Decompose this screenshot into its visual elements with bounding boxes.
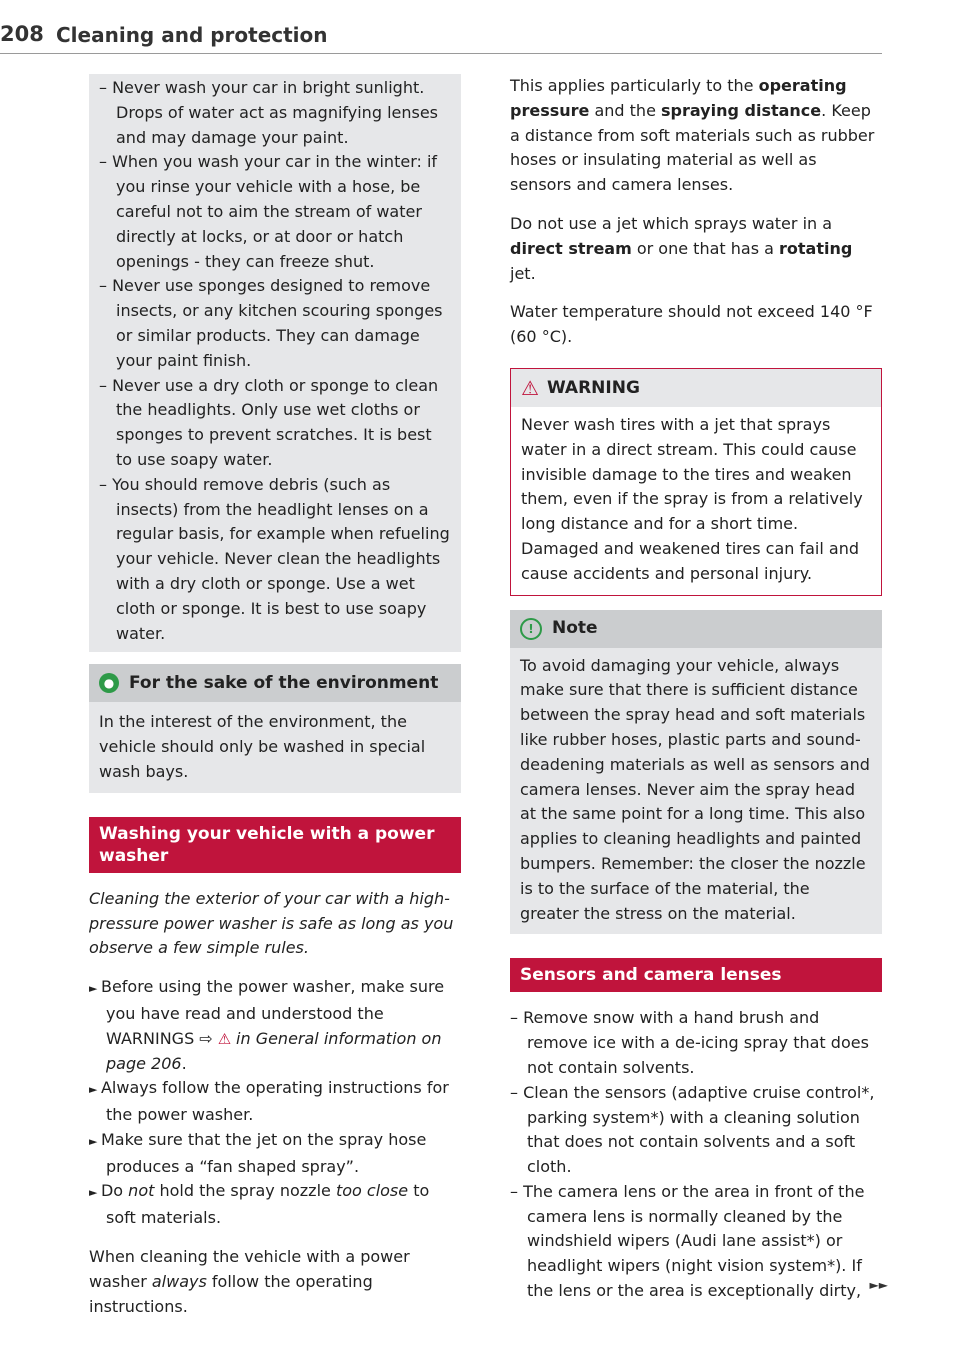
section-heading-sensors: Sensors and camera lenses <box>510 958 882 992</box>
dash-item: – Never use sponges designed to remove insects, or any kitchen scouring sponges or similar products. They can damage your paint finish. <box>99 276 443 370</box>
bullet-item: ► Make sure that the jet on the spray hose produces a “fan shaped spray”. <box>89 1129 427 1176</box>
environment-box <box>89 664 461 792</box>
warning-triangle-icon: ⚠ <box>217 1029 237 1048</box>
page-number: 208 <box>0 22 44 46</box>
header-rule <box>0 53 882 54</box>
bullet-marker-icon: ► <box>89 1186 101 1200</box>
closing-paragraph: When cleaning the vehicle with a power washer always follow the operating instructions. <box>89 1247 410 1316</box>
dash-item: – Never wash your car in bright sunlight. Drops of water act as magnifying lenses and may damage your paint. <box>99 78 439 147</box>
bullet-marker-icon: ► <box>89 1083 101 1097</box>
environment-box-title: For the sake of the environment <box>129 672 439 693</box>
paragraph-operating-pressure: This applies particularly to the operating pressure and the spraying distance. Keep a distance from soft materials such as rubber hoses or insulating material as well as sensors and camera lenses. <box>510 76 875 195</box>
dash-item: – Never use a dry cloth or sponge to clean the headlights. Only use wet cloths or sponges to prevent scratches. It is best to use soapy water. <box>99 375 439 469</box>
dash-item: – Clean the sensors (adaptive cruise control*, parking system*) with a cleaning solution that does not contain solvents and a soft cloth. <box>510 1082 875 1177</box>
paragraph-water-temperature: Water temperature should not exceed 140 °F (60 °C). <box>510 302 873 347</box>
sensors-list <box>510 1006 888 1304</box>
paragraph-jet-type: Do not use a jet which sprays water in a direct stream or one that has a rotating jet. <box>510 213 853 283</box>
warning-triangle-icon: ⚠ <box>521 375 539 400</box>
dash-item: – When you wash your car in the winter: if you rinse your vehicle with a hose, be careful not to aim the stream of water directly at locks, or at door or hatch openings - they can freeze shut. <box>99 152 438 271</box>
left-column <box>89 74 461 1333</box>
continue-arrow-icon: ►► <box>869 1278 888 1293</box>
tips-box <box>89 74 461 652</box>
bullet-marker-icon: ► <box>89 982 101 996</box>
warning-body: Never wash tires with a jet that sprays water in a direct stream. This could cause invisible damage to the tires and weaken them, even if the spray is from a relatively long distance and for a short time. Damaged and weakened tires can fail and cause accidents and personal injury. <box>521 414 863 583</box>
bullet-item: ► Do not hold the spray nozzle too close to soft materials. <box>89 1181 430 1228</box>
section-heading-power-washer: Washing your vehicle with a power washer <box>89 817 461 873</box>
warning-box-header <box>511 369 881 407</box>
bullet-item: ► Always follow the operating instructions for the power washer. <box>89 1078 449 1125</box>
section-title: Cleaning and protection <box>56 23 328 47</box>
environment-box-header <box>89 664 461 702</box>
dash-item: – You should remove debris (such as insects) from the headlight lenses on a regular basis, for example when refueling your vehicle. Never clean the headlights with a dry cloth or sponge. Use a wet cloth or sponge. It is best to use soapy water. <box>99 474 450 643</box>
leaf-icon: ● <box>99 673 119 693</box>
note-body: To avoid damaging your vehicle, always make sure that there is sufficient distance between the spray head and soft materials like rubber hoses, plastic parts and sound-deadening materials as well as sensors and camera lenses. Never aim the spray head at the same point for a long time. This also applies to cleaning headlights and painted bumpers. Remember: the closer the nozzle is to the surface of the material, the greater the stress on the material. <box>520 655 870 923</box>
dash-item: – The camera lens or the area in front of the camera lens is normally cleaned by the windshield wipers (Audi lane assist*) or headlight wipers (night vision system*). If the lens or the area is exceptionally dirty, <box>510 1181 865 1301</box>
bullet-item: ► Before using the power washer, make sure you have read and understood the WARNINGS ⇨ ⚠ in General information on page 206. <box>89 977 445 1073</box>
note-box <box>510 610 882 935</box>
page-header <box>0 22 882 52</box>
environment-box-body: In the interest of the environment, the vehicle should only be washed in special wash bays. <box>99 712 426 781</box>
cross-reference-link[interactable]: in General information on page 206 <box>106 1028 442 1073</box>
warning-box <box>510 368 882 596</box>
note-box-header <box>510 610 882 648</box>
note-title: Note <box>552 618 598 639</box>
dash-item: – Remove snow with a hand brush and remove ice with a de-icing spray that does not contain solvents. <box>510 1008 869 1077</box>
warning-title: WARNING <box>546 377 640 398</box>
section-intro: Cleaning the exterior of your car with a high-pressure power washer is safe as long as you observe a few simple rules. <box>89 888 454 958</box>
right-column <box>510 74 888 1304</box>
note-exclamation-icon: ! <box>520 618 542 640</box>
bullet-marker-icon: ► <box>89 1134 101 1148</box>
